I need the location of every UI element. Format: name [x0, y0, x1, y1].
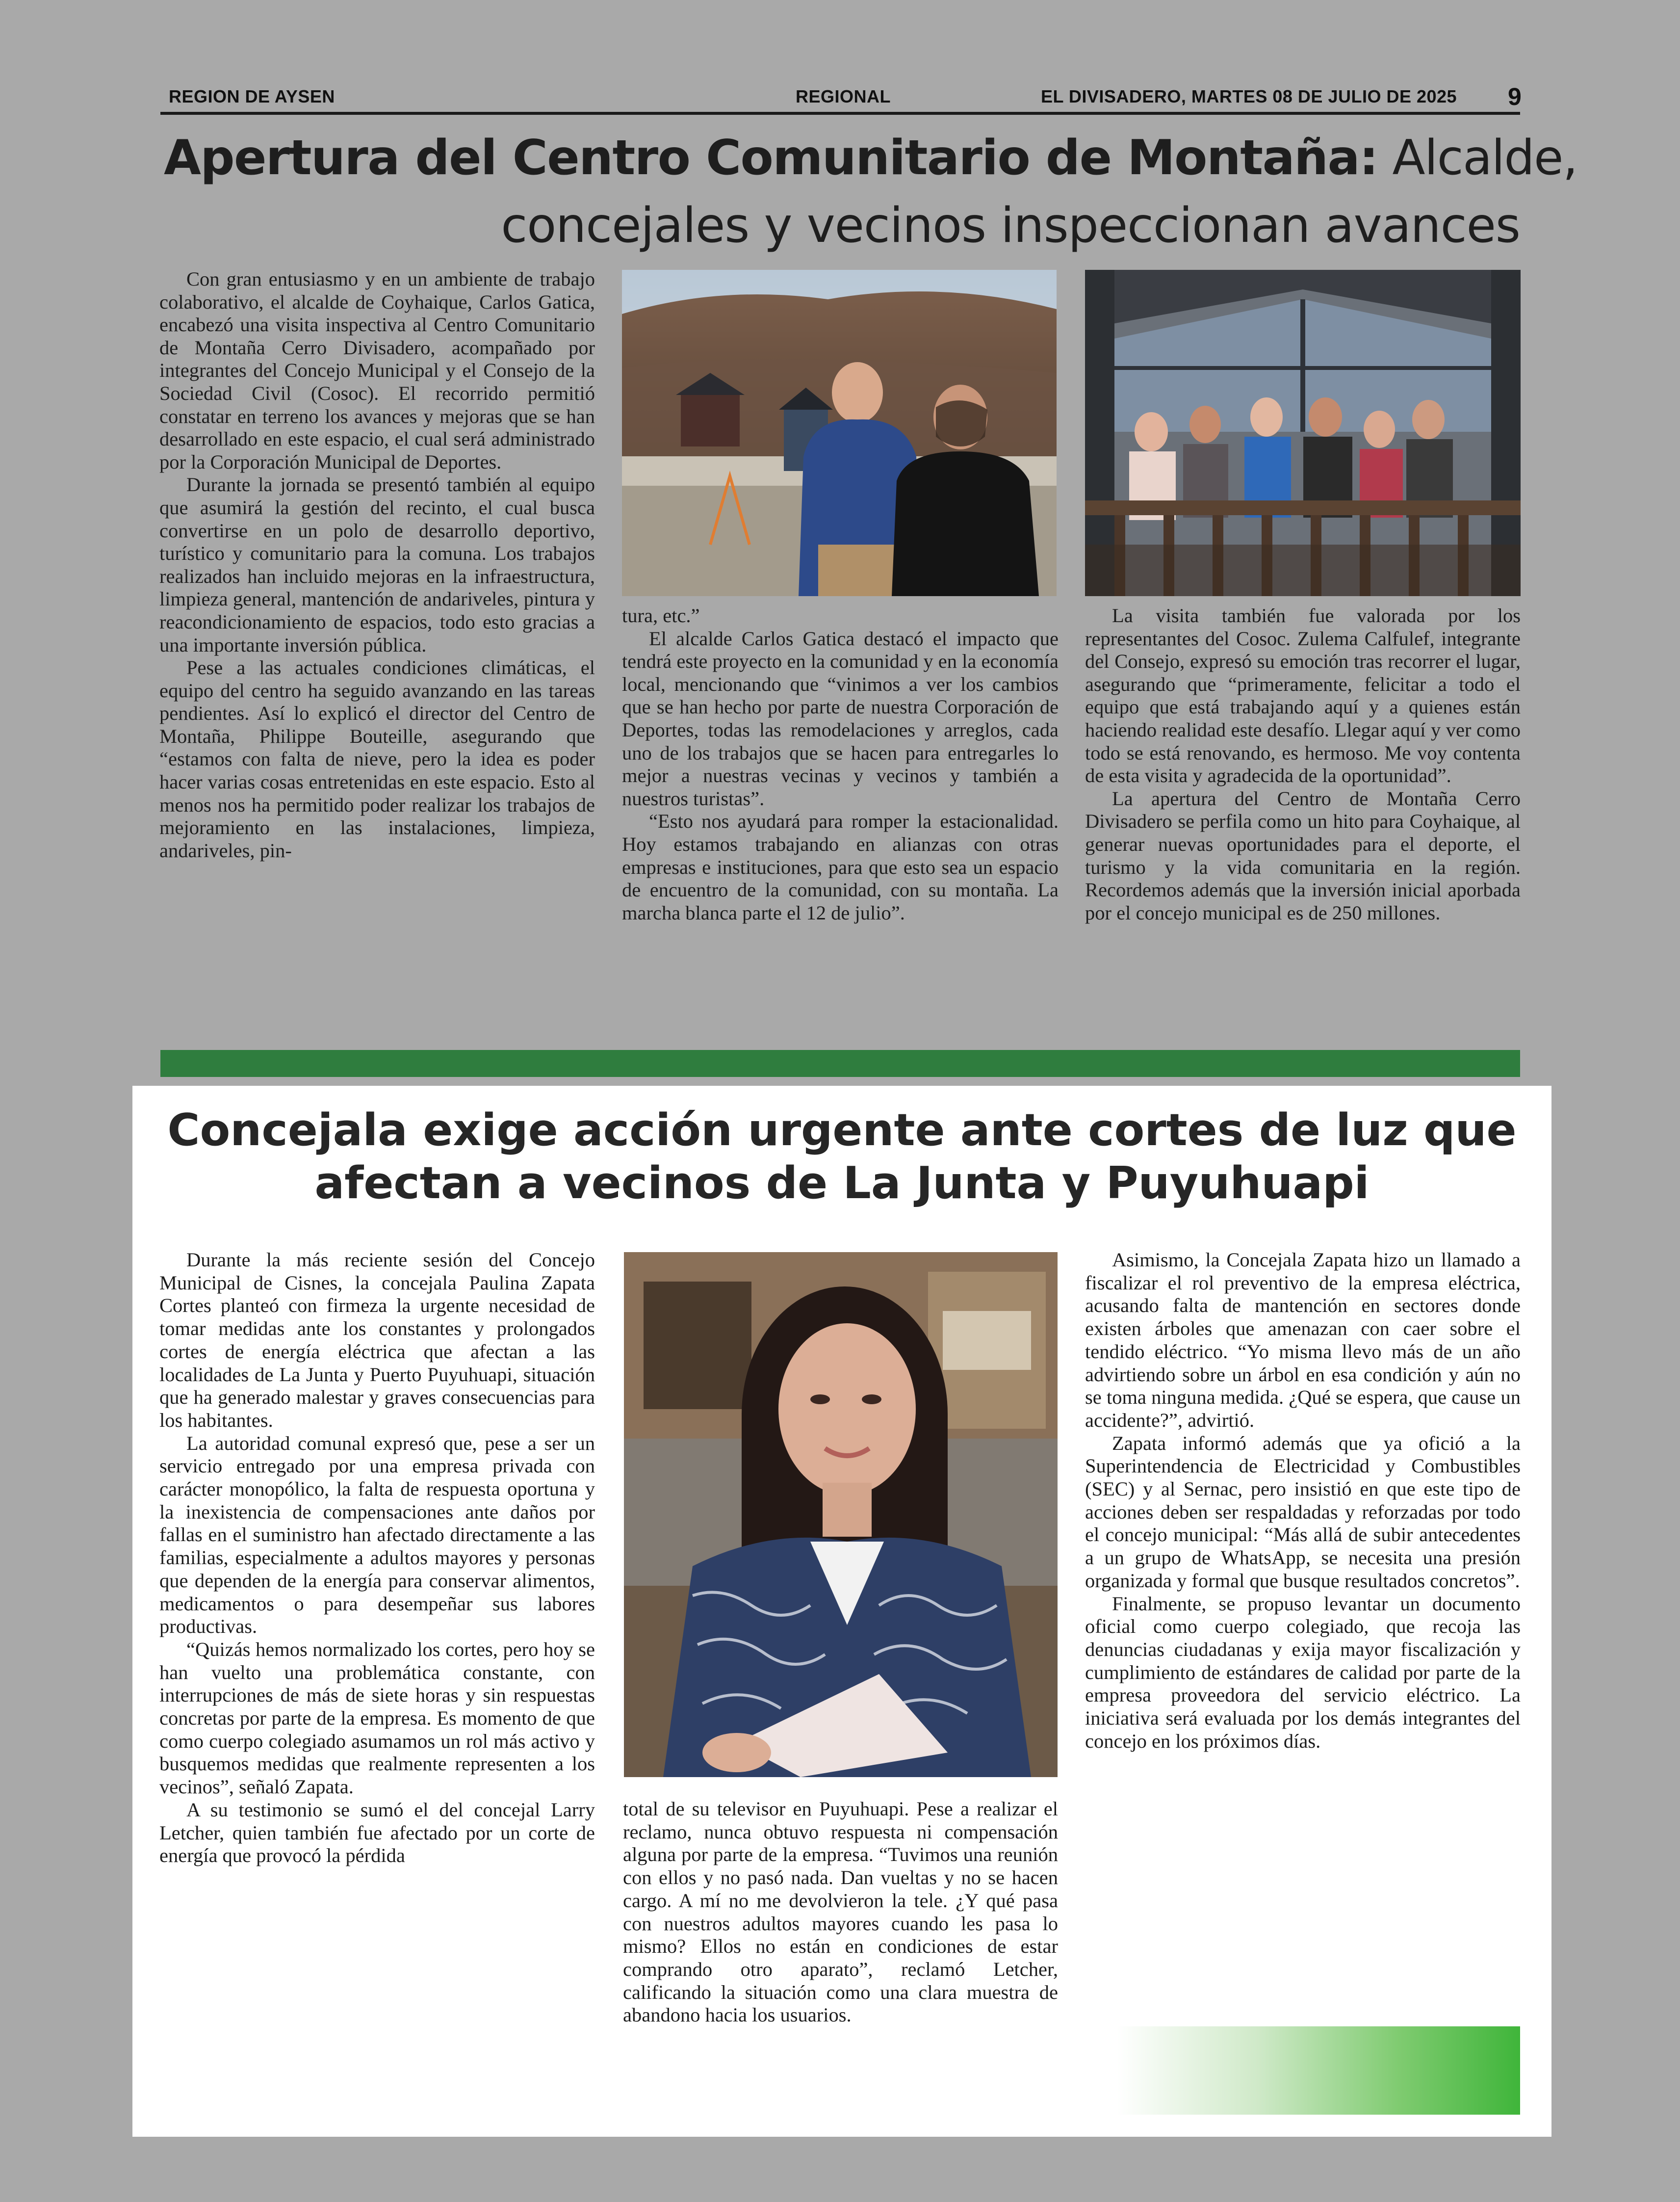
article2-paragraph: Finalmente, se propuso levantar un documento oficial como cuerpo colegiado, que recoja las denuncias ciudadanas y exija mayor fiscalización y cumplimiento de estándares de calidad por parte de la empresa proveedora del servicio eléctrico. La iniciativa será evaluada por los demás integrantes del concejo en los próximos días.	[1085, 1592, 1521, 1752]
article2-paragraph: La autoridad comunal expresó que, pese a ser un servicio entregado por una empresa privada con carácter monopólico, la falta de respuesta oportuna y la inexistencia de compensaciones ante daños por fallas en el suministro han afectado directamente a las familias, especialmente a adultos mayores y personas que dependen de la energía para conservar alimentos, medicamentos o para desempeñar sus labores productivas.	[159, 1432, 595, 1638]
header-rule	[160, 112, 1520, 115]
article2-headline-line2: afectan a vecinos de La Junta y Puyuhuapi	[314, 1157, 1370, 1209]
article1-headline-line1	[164, 129, 1577, 187]
publication-date: EL DIVISADERO, MARTES 08 DE JULIO DE 2025	[1041, 86, 1457, 106]
article2-paragraph: Durante la más reciente sesión del Concejo Municipal de Cisnes, la concejala Paulina Zapata Cortes planteó con firmeza la urgente necesidad de tomar medidas ante los constantes y prolongados cortes de energía eléctrica que afectan a las localidades de La Junta y Puerto Puyuhuapi, situación que ha generado malestar y graves consecuencias para los habitantes.	[159, 1249, 595, 1431]
article2-column-1	[159, 1249, 595, 1867]
article2-column-2	[623, 1798, 1058, 2027]
article1-paragraph: Durante la jornada se presentó también al equipo que asumirá la gestión del recinto, el cual busca convertirse en un polo de desarrollo deportivo, turístico y comunitario para la comuna. Los trabajos realizados han incluido mejoras en la infraestructura, limpieza general, mantención de andariveles, pintura y reacondicionamiento de espacios, todo esto gracias a una importante inversión pública.	[159, 473, 595, 656]
decorative-gradient-box	[1117, 2026, 1520, 2115]
article2-column-3	[1085, 1249, 1521, 1753]
article2-paragraph: “Quizás hemos normalizado los cortes, pero hoy se han vuelto una problemática constante, con interrupciones de más de siete horas y sin respuestas concretas por parte de la empresa. Es momento de que como cuerpo colegiado asumamos un rol más activo y busquemos medidas que realmente representen a los vecinos”, señaló Zapata.	[159, 1638, 595, 1798]
article1-paragraph: La visita también fue valorada por los representantes del Cosoc. Zulema Calfulef, integrante del Consejo, expresó su emoción tras recorrer el lugar, asegurando que “primeramente, felicitar a todo el equipo que está trabajando aquí y a quienes están haciendo realidad este desafío. Llegar aquí y ver como todo se está renovando, es hermoso. Me voy contenta de esta visita y agradecida de la oportunidad”.	[1085, 604, 1521, 787]
photo-group-balcony	[1085, 270, 1521, 596]
article2-paragraph: Zapata informó además que ya ofició a la Superintendencia de Electricidad y Combustibles (SEC) y al Sernac, pero insistió en que este tipo de acciones deben ser respaldadas y reforzadas por todo el concejo municipal: “Más allá de subir antecedentes a un grupo de WhatsApp, se necesita una presión organizada y formal que busque resultados concretos”.	[1085, 1432, 1521, 1592]
article1-paragraph: “Esto nos ayudará para romper la estacionalidad. Hoy estamos trabajando en alianzas con otras empresas e instituciones, para que esto sea un espacio de encuentro de la comunidad, con su montaña. La marcha blanca parte el 12 de julio”.	[622, 810, 1059, 924]
section-divider-bar	[160, 1050, 1520, 1077]
article1-headline-normal-2: concejales y vecinos inspeccionan avances	[501, 198, 1520, 254]
article1-headline-line2	[501, 196, 1520, 255]
article2-paragraph: Asimismo, la Concejala Zapata hizo un llamado a fiscalizar el rol preventivo de la empresa eléctrica, acusando falta de mantención en sectores donde existen árboles que amenazan con caer sobre el tendido eléctrico. “Yo misma llevo más de un año advirtiendo sobre un árbol en esa condición y aún no se toma ninguna medida. ¿Qué se espera, que cause un accidente?”, advirtió.	[1085, 1249, 1521, 1431]
section-label-left: REGION DE AYSEN	[169, 86, 335, 106]
article1-paragraph: El alcalde Carlos Gatica destacó el impacto que tendrá este proyecto en la comunidad y en la economía local, mencionando que “vinimos a ver los cambios que se han hecho por parte de nuestra Corporación de Deportes, todas las remodelaciones y arreglos, cada uno de los trabajos que se hacen para entregarles lo mejor a nuestras vecinas y vecinos y también a nuestros turistas”.	[622, 627, 1059, 810]
article1-paragraph: Con gran entusiasmo y en un ambiente de trabajo colaborativo, el alcalde de Coyhaique, Carlos Gatica, encabezó una visita inspectiva al Centro Comunitario de Montaña Cerro Divisadero, acompañado por integrantes del Concejo Municipal y el Consejo de la Sociedad Civil (Cosoc). El recorrido permitió constatar en terreno los avances y mejoras que se han desarrollado en este espacio, el cual será administrado por la Corporación Municipal de Deportes.	[159, 268, 595, 473]
article1-column-1	[159, 268, 595, 862]
article1-column-2	[622, 604, 1059, 924]
article2-headline-line1: Concejala exige acción urgente ante cortes de luz que	[167, 1104, 1517, 1156]
article1-column-3	[1085, 604, 1521, 924]
page-number: 9	[1508, 83, 1522, 110]
article1-headline-normal-1: Alcalde,	[1392, 130, 1577, 186]
article2-paragraph: A su testimonio se sumó el del concejal Larry Letcher, quien también fue afectado por un corte de energía que provocó la pérdida	[159, 1798, 595, 1867]
article2-paragraph-continuation: total de su televisor en Puyuhuapi. Pese a realizar el reclamo, nunca obtuvo respuesta ni compensación alguna por parte de la empresa. “Tuvimos una reunión con ellos y no pasó nada. Dan vueltas y no se hacen cargo. A mí no me devolvieron la tele. ¿Y qué pasa con nuestros adultos mayores cuando les pasa lo mismo? Ellos no están en condiciones de estar comprando otro aparato”, reclamó Letcher, calificando la situación como una clara muestra de abandono hacia los usuarios.	[623, 1798, 1058, 2026]
article1-headline-bold: Apertura del Centro Comunitario de Montaña:	[164, 130, 1378, 186]
photo-councilwoman	[624, 1252, 1058, 1777]
photo-mayor-visit	[622, 270, 1057, 596]
section-label-center: REGIONAL	[796, 86, 891, 106]
article1-paragraph: Pese a las actuales condiciones climáticas, el equipo del centro ha seguido avanzando en las tareas pendientes. Así lo explicó el director del Centro de Montaña, Philippe Bouteille, asegurando que “estamos con falta de nieve, pero la idea es poder hacer varias cosas entretenidas en este espacio. Esto al menos nos ha permitido poder realizar los trabajos de mejoramiento en las instalaciones, limpieza, andariveles, pin-	[159, 656, 595, 862]
article1-paragraph: La apertura del Centro de Montaña Cerro Divisadero se perfila como un hito para Coyhaique, al generar nuevas oportunidades para el deporte, el turismo y la vida comunitaria en la región. Recordemos además que la inversión inicial aporbada por el concejo municipal es de 250 millones.	[1085, 787, 1521, 924]
article1-paragraph-continuation: tura, etc.”	[622, 604, 700, 627]
